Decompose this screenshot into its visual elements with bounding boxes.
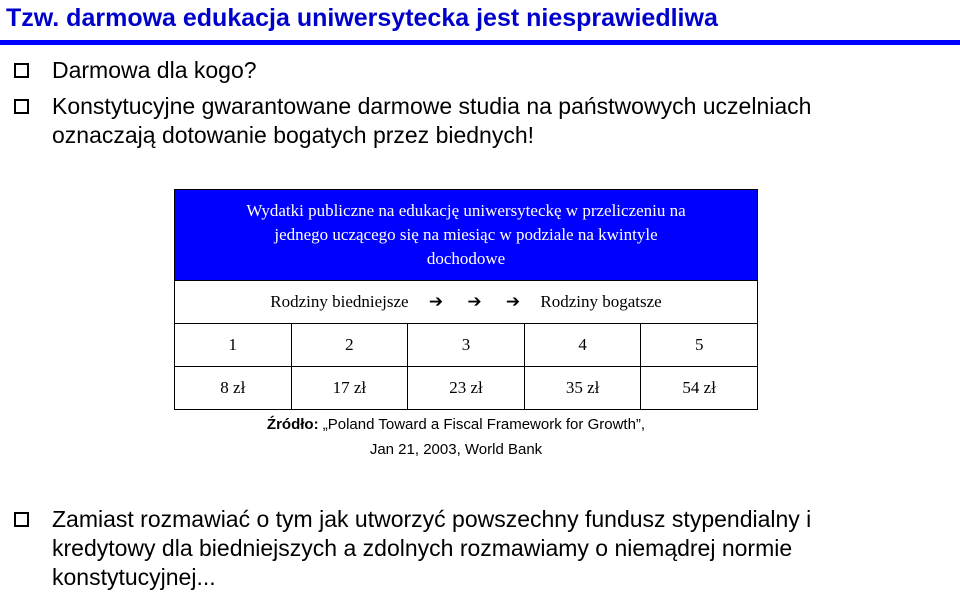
quintile-cell: 1 [175, 324, 292, 367]
bullet-text-continued: oznaczają dotowanie bogatych przez biednych! [52, 122, 535, 148]
quintile-cell: 2 [291, 324, 408, 367]
value-row [175, 367, 758, 410]
value-cell: 8 zł [175, 367, 292, 410]
source-label: Źródło: [266, 416, 319, 433]
bullet-text: Zamiast rozmawiać o tym jak utworzyć powszechny fundusz stypendialny i [52, 506, 812, 532]
bullet-text: Konstytucyjne gwarantowane darmowe studia na państwowych uczelniach [52, 93, 812, 119]
source-text: „Poland Toward a Fiscal Framework for Growth”, [322, 416, 646, 433]
checkbox-bullet-icon [14, 512, 29, 527]
value-cell: 17 zł [291, 367, 408, 410]
value-cell: 35 zł [524, 367, 641, 410]
source-line-2: Jan 21, 2003, World Bank [369, 441, 543, 458]
richer-families-label: Rodziny bogatsze [540, 292, 662, 311]
slide-title: Tzw. darmowa edukacja uniwersytecka jest niesprawiedliwa [6, 4, 718, 32]
quintile-cell: 3 [408, 324, 525, 367]
bullet-text-continued: kredytowy dla biedniejszych a zdolnych rozmawiamy o niemądrej normie [52, 535, 793, 561]
right-arrow-icon: ➔ [505, 292, 521, 312]
quintile-cell: 4 [524, 324, 641, 367]
right-arrow-icon: ➔ [467, 292, 482, 312]
value-cell: 54 zł [641, 367, 758, 410]
quintile-row [175, 324, 758, 367]
bullet-text-continued: konstytucyjnej... [52, 564, 216, 590]
poorer-families-label: Rodziny biedniejsze [270, 292, 409, 311]
bullet-text: Darmowa dla kogo? [52, 57, 257, 83]
title-underline [0, 40, 960, 45]
table-header [175, 190, 758, 281]
table-header-line: jednego uczącego się na miesiąc w podziale na kwintyle [274, 225, 658, 244]
quintile-cell: 5 [641, 324, 758, 367]
value-cell: 23 zł [408, 367, 525, 410]
checkbox-bullet-icon [14, 99, 29, 114]
checkbox-bullet-icon [14, 63, 29, 78]
right-arrow-icon: ➔ [428, 292, 444, 312]
table-subheader [175, 281, 758, 324]
table-header-line: Wydatki publiczne na edukację uniwersyteckę w przeliczeniu na [246, 201, 686, 220]
spending-table [174, 189, 758, 410]
table-header-line: dochodowe [426, 249, 506, 268]
source-line [0, 412, 912, 437]
